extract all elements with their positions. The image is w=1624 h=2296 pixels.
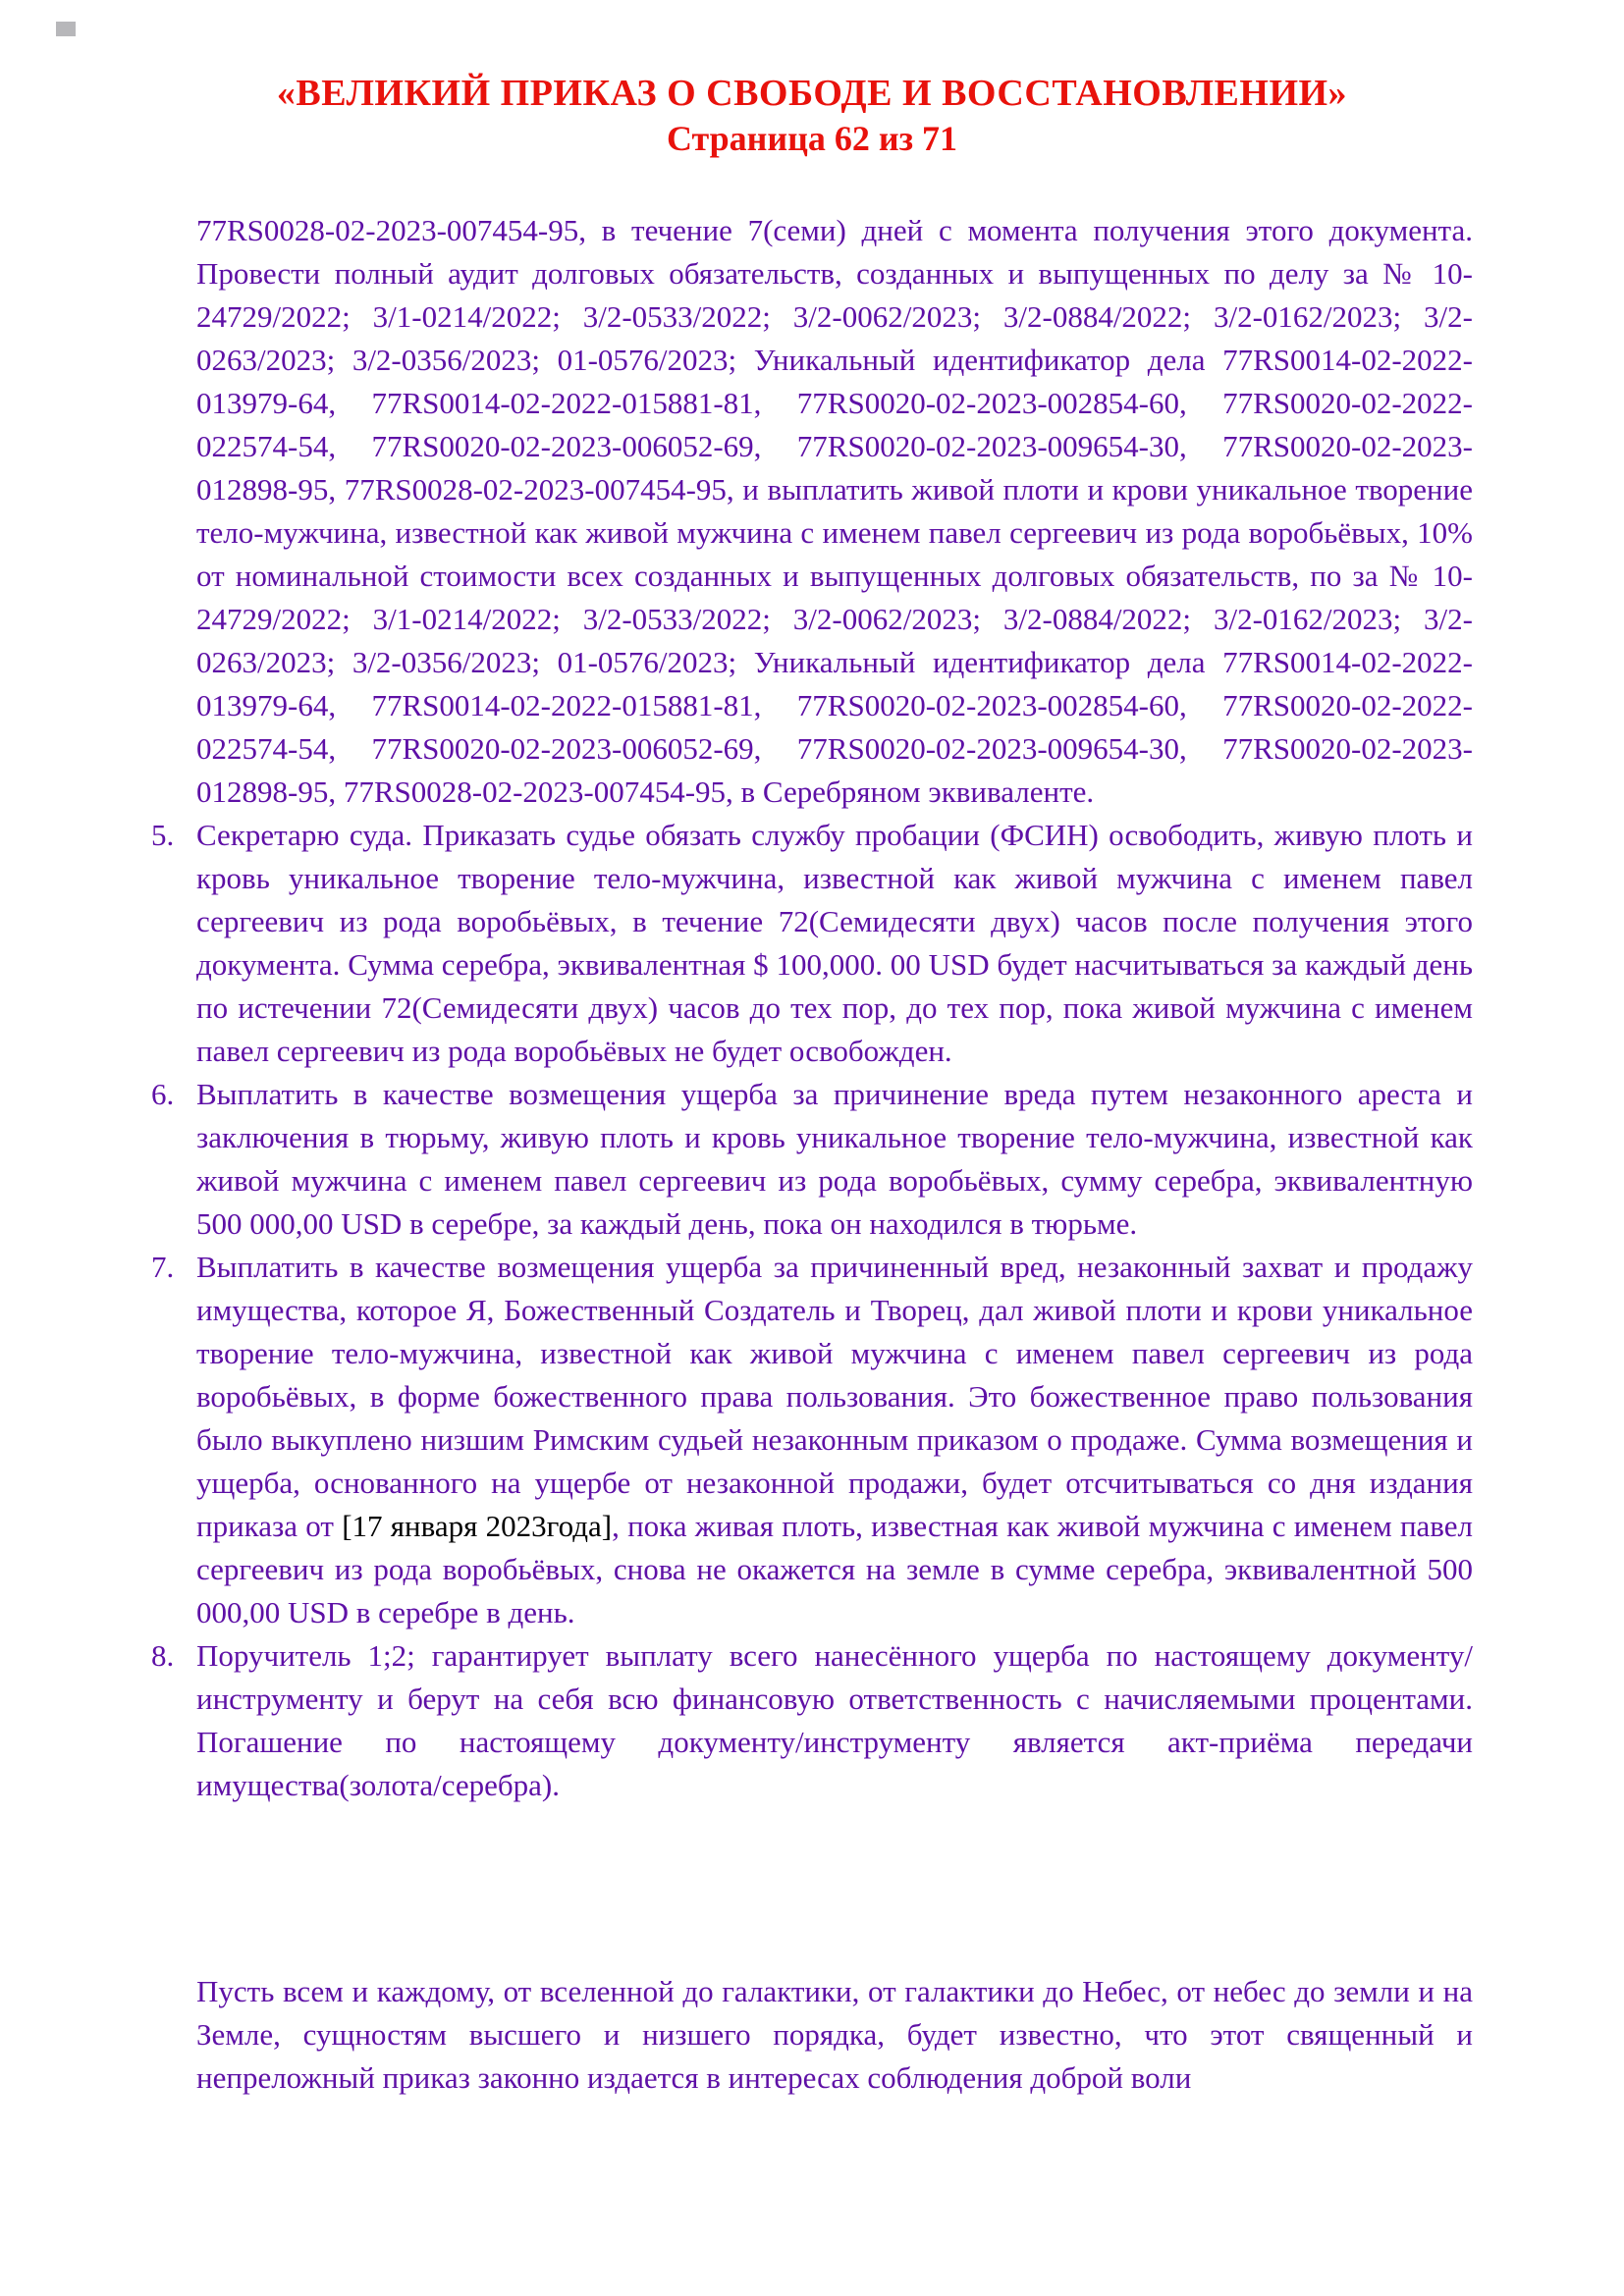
list-item-6 <box>151 1073 1473 1246</box>
closing-paragraph: Пусть всем и каждому, от вселенной до галактики, от галактики до Небес, от небес до земли и на Земле, сущностям высшего и низшего порядка, будет известно, что этот священный и непреложный приказ законно издается в интересах соблюдения доброй воли <box>196 1973 1473 2095</box>
item-number: 7. <box>151 1249 175 1284</box>
item-number: 5. <box>151 817 175 852</box>
document-title: «ВЕЛИКИЙ ПРИКАЗ О СВОБОДЕ И ВОССТАНОВЛЕНИИ» <box>276 73 1348 114</box>
document-header <box>0 0 1624 160</box>
item-number: 8. <box>151 1637 175 1673</box>
item-text: Поручитель 1;2; гарантирует выплату всего нанесённого ущерба по настоящему документу/инструменту и берут на себя всю финансовую ответственность с начисляемыми процентами. Погашение по настоящему документу/инструменту является акт-приёма передачи имущества(золота/серебра). <box>196 1637 1473 1802</box>
list-item-8 <box>151 1634 1473 1807</box>
list-item-5 <box>151 814 1473 1073</box>
continuation-paragraph: 77RS0028-02-2023-007454-95, в течение 7(семи) дней с момента получения этого документа. Провести полный аудит долговых обязательств, созданных и выпущенных по делу за № 10-24729/2022; 3/1-0214/2022; 3/2-0533/2022; 3/2-0062/2023; 3/2-0884/2022; 3/2-0162/2023; 3/2-0263/2023; 3/2-0356/2023; 01-0576/2023; Уникальный идентификатор дела 77RS0014-02-2022-013979-64, 77RS0014-02-2022-015881-81, 77RS0020-02-2023-002854-60, 77RS0020-02-2022-022574-54, 77RS0020-02-2023-006052-69, 77RS0020-02-2023-009654-30, 77RS0020-02-2023-012898-95, 77RS0028-02-2023-007454-95, и выплатить живой плоти и крови уникальное творение тело-мужчина, известной как живой мужчина с именем павел сергеевич из рода воробьёвых, 10% от номинальной стоимости всех созданных и выпущенных долговых обязательств, по за № 10-24729/2022; 3/1-0214/2022; 3/2-0533/2022; 3/2-0062/2023; 3/2-0884/2022; 3/2-0162/2023; 3/2-0263/2023; 3/2-0356/2023; 01-0576/2023; Уникальный идентификатор дела 77RS0014-02-2022-013979-64, 77RS0014-02-2022-015881-81, 77RS0020-02-2023-002854-60, 77RS0020-02-2022-022574-54, 77RS0020-02-2023-006052-69, 77RS0020-02-2023-009654-30, 77RS0020-02-2023-012898-95, 77RS0028-02-2023-007454-95, в Серебряном эквиваленте. <box>196 212 1473 809</box>
scan-artifact <box>56 22 76 36</box>
item-text-before-date: Выплатить в качестве возмещения ущерба за причиненный вред, незаконный захват и продажу имущества, которое Я, Божественный Создатель и Творец, дал живой плоти и крови уникальное творение тело-мужчина, известной как живой мужчина с именем павел сергеевич из рода воробьёвых, в форме божественного права пользования. Это божественное право пользования было выкуплено низшим Римским судьей незаконным приказом о продаже. Сумма возмещения и ущерба, основанного на ущербе от незаконной продажи, будет отсчитываться со дня издания приказа от <box>196 1249 1473 1543</box>
item-text: Секретарю суда. Приказать судье обязать службу пробации (ФСИН) освободить, живую плоть и кровь уникальное творение тело-мужчина, известной как живой мужчина с именем павел сергеевич из рода воробьёвых, в течение 72(Семидесяти двух) часов после получения этого документа. Сумма серебра, эквивалентная $ 100,000. 00 USD будет насчитываться за каждый день по истечении 72(Семидесяти двух) часов до тех пор, до тех пор, пока живой мужчина с именем павел сергеевич из рода воробьёвых не будет освобожден. <box>196 817 1473 1068</box>
item-text-after-date: , пока живая плоть, известная как живой мужчина с именем павел сергеевич из рода воробьёвых, снова не окажется на земле в сумме серебра, эквивалентной 500 000,00 USD в серебре в день. <box>196 1508 1473 1629</box>
order-date: [17 января 2023года] <box>342 1508 613 1543</box>
list-item-7 <box>151 1246 1473 1634</box>
item-text <box>196 1246 1473 1634</box>
numbered-list <box>151 814 1473 1807</box>
page-indicator: Страница 62 из 71 <box>666 118 958 158</box>
item-text: Выплатить в качестве возмещения ущерба за причинение вреда путем незаконного ареста и заключения в тюрьму, живую плоть и кровь уникальное творение тело-мужчина, известной как живой мужчина с именем павел сергеевич из рода воробьёвых, сумму серебра, эквивалентную 500 000,00 USD в серебре, за каждый день, пока он находился в тюрьме. <box>196 1076 1473 1241</box>
item-number: 6. <box>151 1076 175 1111</box>
document-content <box>151 209 1473 2100</box>
